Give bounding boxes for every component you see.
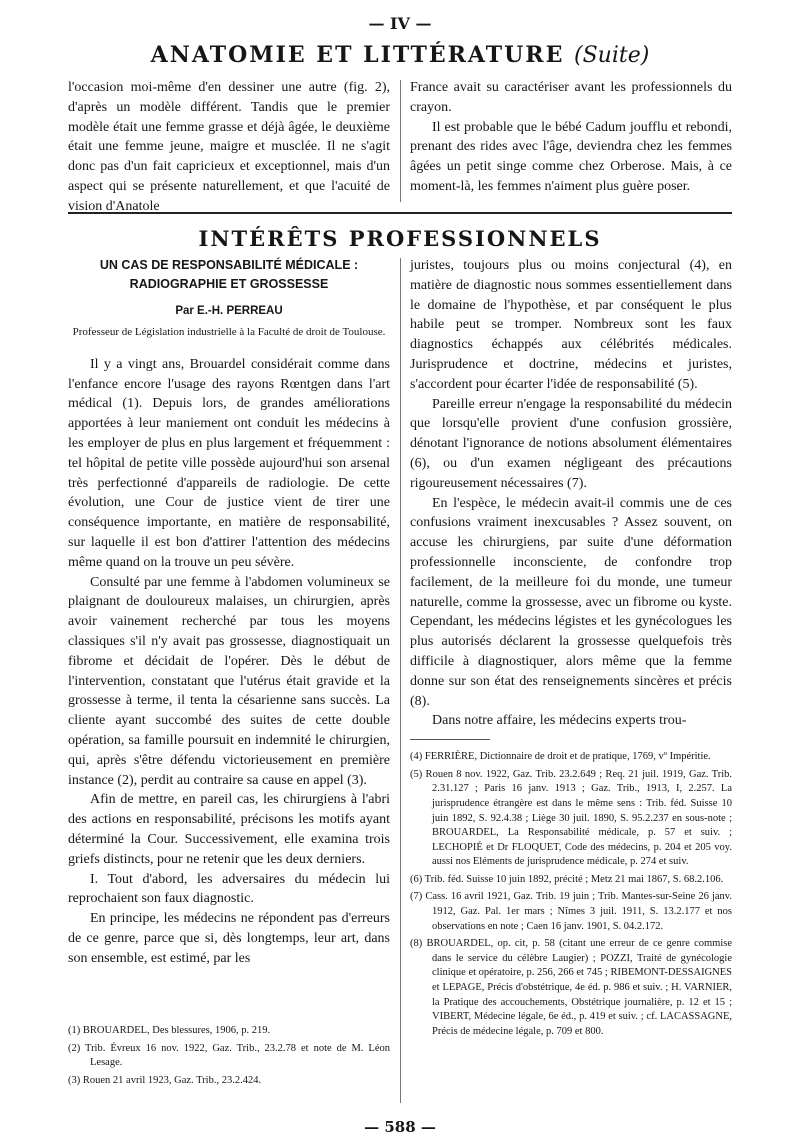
body-paragraph: Pareille erreur n'engage la responsabilité du médecin que lorsqu'elle provient d'une confusion grossière, dénotant l'ignorance de notions absolument élémentaires (6), ou d'un examen négligeant des précautions rigoureusement nécessaires (7). [410, 396, 732, 491]
article-left-column [68, 256, 390, 969]
page-roman-numeral: — IV — [368, 14, 432, 33]
article-title-line-2: RADIOGRAPHIE ET GROSSESSE [129, 277, 329, 291]
article-author: Par E.-H. PERREAU [175, 305, 283, 317]
top-right-column [410, 78, 732, 197]
body-paragraph: Afin de mettre, en pareil cas, les chirurgiens à l'abri des actions en responsabilité, précisons les motifs ayant déterminé la Cour. Successivement, elle examina trois griefs distincts, pour ne retenir que les deux derniers. [68, 792, 390, 867]
article-column-divider [400, 258, 401, 1103]
footnote: (8) BROUARDEL, op. cit, p. 58 (citant une erreur de ce genre commise dans le service du célèbre Laugier) ; POZZI, Traité de gynécologie clinique et opératoire, p. 256, 266 et 745 ; RIBEMONT-DESSAIGNES et LEPAGE, Précis d'obstétrique, 4e éd. p. 986 et suiv. ; H. VARNIER, la Pratique des accouchements, Obstétrique journalière, p. 12 et 15 ; VIBERT, Médecine légale, 6e éd., p. 419 et suiv. ; cf. LACASSAGNE, Précis de médecine légale, p. 709 et 800. [410, 938, 732, 1037]
top-left-column [68, 78, 390, 217]
article-affiliation: Professeur de Législation industrielle à la Faculté de droit de Toulouse. [72, 325, 386, 338]
footnote: (4) FERRIÈRE, Dictionnaire de droit et de pratique, 1769, vº Impéritie. [410, 751, 711, 763]
top-right-paragraph-1: France avait su caractériser avant les professionnels du crayon. [410, 80, 732, 115]
body-paragraph: Consulté par une femme à l'abdomen volumineux se plaignant de douloureux malaises, un chirurgien, après avoir vainement recherché par tous les moyens classiques s'il n'y avait pas grossesse, diagnostiquait un fibrome et décidait de l'opérer. Dès le début de l'intervention, constatant que l'utérus était gravide et la grossesse à terme, il tenta la césarienne sans succès. La cliente ayant succombé des suites de cette double opération, sa famille poursuit en indemnité le chirurgien, qui, après s'être défendu victorieusement en première instance (2), perdit au contraire sa cause en appel (3). [68, 574, 390, 788]
body-paragraph: Dans notre affaire, les médecins experts trou- [432, 713, 687, 729]
footnote: (2) Trib. Évreux 16 nov. 1922, Gaz. Trib., 23.2.78 et note de M. Léon Lesage. [68, 1042, 390, 1069]
footnote: (5) Rouen 8 nov. 1922, Gaz. Trib. 23.2.649 ; Req. 21 juil. 1919, Gaz. Trib. 2.31.127 ; Paris 16 janv. 1913 ; Gaz. Trib., 1913, I, 2.257. La jurisprudence étrangère est dans le même sens : Trib. féd. Suisse 10 juin 1892, S. 92.4.38 ; Liège 30 juil. 1890, S. 95.2.237 en sous-note ; BROUARDEL, La Responsabilité médicale, p. 57 et suiv. ; LECHOPIÉ et Dr FLOQUET, Code des médecins, p. 204 et 205 voy. aussi nos Eléments de jurisprudence médicale, p. 274 et suiv. [410, 768, 732, 868]
footnote: (1) BROUARDEL, Des blessures, 1906, p. 219. [68, 1025, 271, 1036]
footnote: (3) Rouen 21 avril 1923, Gaz. Trib., 23.2.424. [68, 1074, 262, 1086]
footnote: (7) Cass. 16 avril 1921, Gaz. Trib. 19 juin ; Trib. Mantes-sur-Seine 26 janv. 1912, Gaz. Pal. 1er mars ; Nîmes 3 juil. 1911, S. 13.2.177 et nos observations en note ; Caen 16 janv. 1901, S. 04.2.172. [410, 891, 732, 932]
top-column-divider [400, 80, 401, 202]
body-paragraph: juristes, toujours plus ou moins conjectural (4), en matière de diagnostic nous sommes essentiellement dans le domaine de l'hypothèse, et par conséquent le plus habile peut se tromper. Nombreux sont les faux diagnostics échappés aux célébrités médicales. Jurisprudence et doctrine, médecins et juristes, s'accordent pour écarter l'idée de responsabilité (5). [410, 258, 732, 392]
body-paragraph: En l'espèce, le médecin avait-il commis une de ces confusions vraiment inexcusables ? Assez souvent, on accuse les chirurgiens, par suite d'une déformation professionnelle inconsciente, de confondre trop facilement, de la meilleure foi du monde, une tumeur naturelle, comme la grossesse, avec un fibrome ou kyste. Cependant, les médecins légistes et les gynécologues les plus autorisés déclarent la grossesse quelquefois très difficile à diagnostiquer, alors même que la femme donne sur son état des renseignements sincères et précis (8). [410, 495, 732, 709]
section-title-anatomie [0, 42, 800, 68]
top-left-paragraph: l'occasion moi-même d'en dessiner une autre (fig. 2), d'après un modèle différent. Tandis que le premier modèle était une femme grasse et déjà âgée, le deuxième était une femme jeune, maigre et musclée. Il ne s'agit donc pas d'un fait capricieux et exceptionnel, mais d'un aspect qui se présente naturellement, et que l'acuité de vision d'Anatole [68, 80, 390, 214]
article-title-line-1: UN CAS DE RESPONSABILITÉ MÉDICALE : [99, 258, 359, 272]
body-paragraph: Il y a vingt ans, Brouardel considérait comme dans l'enfance encore l'usage des rayons Rœntgen dans l'art médical (1). Depuis lors, de grandes améliorations apportées à leur maniement ont conduit les médecins à les employer de plus en plus largement et fréquemment : tel hôpital de petite ville possède aujourd'hui son arsenal très perfectionné d'appareils de radiologie. De cette évolution, une Cour de justice vient de tirer une conséquence importante, en matière de responsabilité, sur laquelle il est bon d'attirer l'attention des médecins même quand on la trouve un peu sévère. [68, 356, 390, 570]
footnote-rule [410, 739, 490, 740]
section-title-text: ANATOMIE ET LITTÉRATURE [150, 42, 565, 68]
body-paragraph: En principe, les médecins ne répondent pas d'erreurs de ce genre, parce que si, dès longtemps, leur art, dans son ensemble, est estimé, par les [68, 911, 390, 966]
section-title-suffix: (Suite) [574, 43, 650, 68]
section-divider [68, 212, 732, 214]
top-right-paragraph-2: Il est probable que le bébé Cadum joufflu et rebondi, prenant des rides avec l'âge, deviendra chez les femmes âgées un petit singe comme chez Orberose. Mais, à ce moment-là, les femmes n'aiment plus guère poser. [410, 119, 732, 194]
footnote: (6) Trib. féd. Suisse 10 juin 1892, précité ; Metz 21 mai 1867, S. 68.2.106. [410, 873, 724, 885]
article-right-column [410, 256, 732, 1042]
body-paragraph: I. Tout d'abord, les adversaires du médecin lui reprochaient son faux diagnostic. [68, 871, 390, 907]
left-footnotes [68, 1024, 390, 1091]
article-title [68, 256, 390, 294]
page-number: — 588 — [364, 1118, 436, 1136]
section-title-interets: INTÉRÊTS PROFESSIONNELS [198, 226, 602, 251]
